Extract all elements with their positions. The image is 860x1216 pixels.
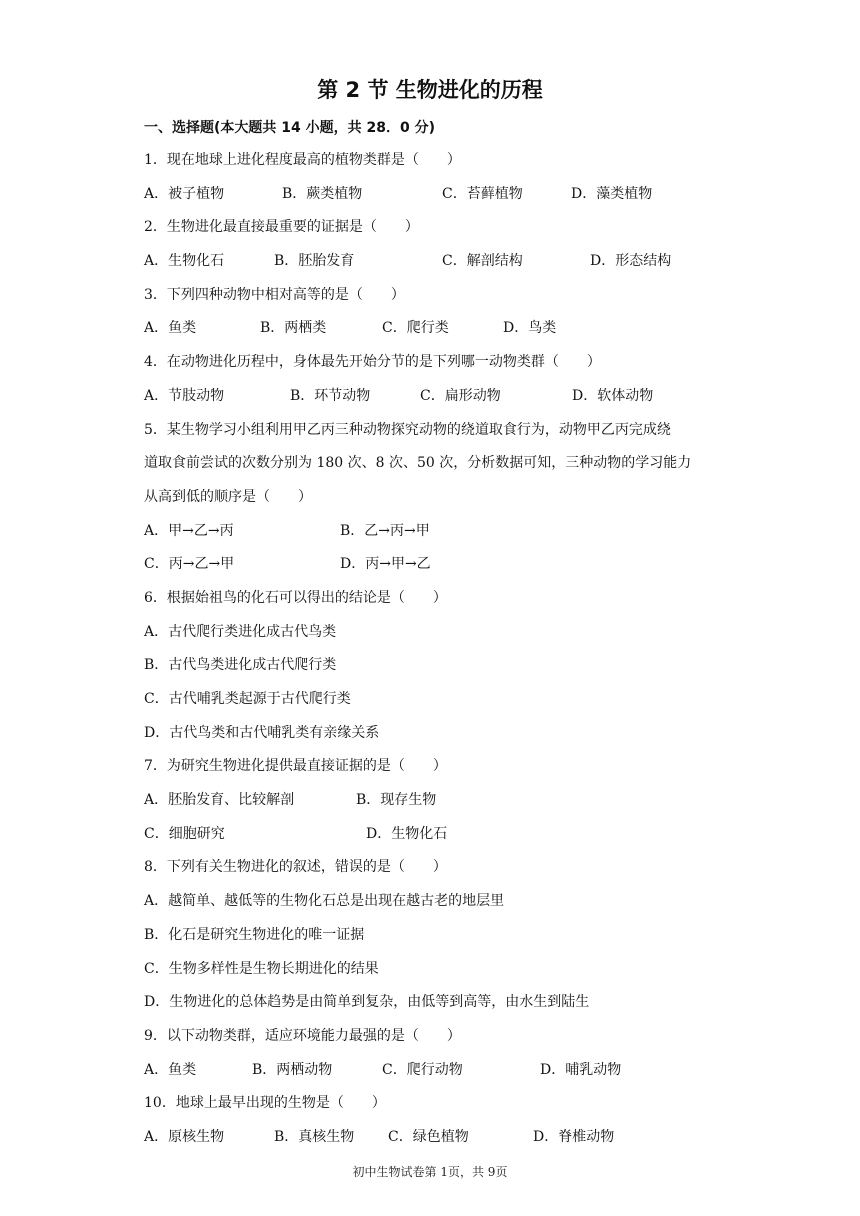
page-footer: 初中生物试卷第 1页，共 9页 bbox=[352, 1165, 508, 1179]
option: A．节肢动物 bbox=[144, 387, 225, 404]
option-row bbox=[144, 316, 724, 350]
section-heading: 一、选择题(本大题共 14 小题，共 28．0 分) bbox=[144, 120, 435, 136]
option: A．古代爬行类进化成古代鸟类 bbox=[144, 623, 337, 640]
option: C．古代哺乳类起源于古代爬行类 bbox=[144, 691, 351, 707]
option: A．甲→乙→丙 bbox=[144, 522, 234, 539]
option: D．藻类植物 bbox=[571, 185, 653, 202]
question-stem: 7．为研究生物进化提供最直接证据的是（ ） bbox=[144, 758, 447, 775]
option-row bbox=[144, 519, 724, 553]
option: B．真核生物 bbox=[274, 1128, 355, 1145]
option: D．古代鸟类和古代哺乳类有亲缘关系 bbox=[144, 724, 380, 741]
option: C．丙→乙→甲 bbox=[144, 556, 235, 573]
option: B．古代鸟类进化成古代爬行类 bbox=[144, 657, 337, 674]
question-stem: 8．下列有关生物进化的叙述，错误的是（ ） bbox=[144, 859, 447, 876]
option: B．蕨类植物 bbox=[282, 185, 363, 202]
option-row bbox=[144, 1058, 724, 1092]
option: D．形态结构 bbox=[590, 253, 672, 270]
option: B．现存生物 bbox=[356, 792, 437, 809]
option: C．细胞研究 bbox=[144, 825, 225, 842]
option-row bbox=[144, 384, 724, 418]
option: C．生物多样性是生物长期进化的结果 bbox=[144, 960, 379, 977]
question-stem: 9．以下动物类群，适应环境能力最强的是（ ） bbox=[144, 1027, 461, 1044]
option: D．哺乳动物 bbox=[540, 1061, 622, 1078]
question-list bbox=[144, 148, 724, 1159]
question-stem-cont: 道取食前尝试的次数分别为 180 次、8 次、50 次，分析数据可知，三种动物的学习能力 bbox=[144, 455, 692, 472]
option: A．生物化石 bbox=[144, 253, 225, 270]
option: A．原核生物 bbox=[144, 1128, 225, 1145]
option-row bbox=[144, 249, 724, 283]
option: A．鱼类 bbox=[144, 1061, 197, 1078]
question-stem: 5．某生物学习小组利用甲乙丙三种动物探究动物的绕道取食行为，动物甲乙丙完成绕 bbox=[144, 421, 671, 438]
option: B．两栖类 bbox=[260, 320, 327, 337]
option: C．绿色植物 bbox=[388, 1128, 469, 1145]
option: D．鸟类 bbox=[503, 320, 557, 337]
option: A．被子植物 bbox=[144, 185, 225, 202]
question-stem: 3．下列四种动物中相对高等的是（ ） bbox=[144, 286, 405, 303]
option: B．胚胎发育 bbox=[274, 253, 355, 270]
option: C．解剖结构 bbox=[442, 253, 523, 270]
option: A．胚胎发育、比较解剖 bbox=[144, 792, 295, 809]
question-stem-cont: 从高到低的顺序是（ ） bbox=[144, 488, 312, 505]
option: A．越简单、越低等的生物化石总是出现在越古老的地层里 bbox=[144, 893, 505, 910]
option-row bbox=[144, 182, 724, 216]
question-stem: 6．根据始祖鸟的化石可以得出的结论是（ ） bbox=[144, 589, 447, 606]
option: D．软体动物 bbox=[572, 387, 654, 404]
option: B．环节动物 bbox=[290, 387, 371, 404]
option: D．生物化石 bbox=[366, 825, 448, 842]
option: C．爬行类 bbox=[382, 320, 449, 337]
option: D．脊椎动物 bbox=[533, 1128, 615, 1145]
option-row bbox=[144, 788, 724, 822]
option: B．乙→丙→甲 bbox=[340, 522, 430, 539]
question-stem: 2．生物进化最直接最重要的证据是（ ） bbox=[144, 219, 419, 236]
option: C．爬行动物 bbox=[382, 1061, 463, 1078]
option-row bbox=[144, 822, 724, 856]
question-stem: 4．在动物进化历程中，身体最先开始分节的是下列哪一动物类群（ ） bbox=[144, 354, 601, 371]
option: C．苔藓植物 bbox=[442, 185, 523, 202]
option: D．丙→甲→乙 bbox=[340, 556, 431, 573]
option: B．化石是研究生物进化的唯一证据 bbox=[144, 926, 365, 943]
option: D．生物进化的总体趋势是由简单到复杂，由低等到高等，由水生到陆生 bbox=[144, 994, 590, 1011]
option-row bbox=[144, 1125, 724, 1159]
option: A．鱼类 bbox=[144, 320, 197, 337]
option: C．扁形动物 bbox=[420, 387, 501, 404]
page-title: 第 2 节 生物进化的历程 bbox=[317, 78, 543, 102]
question-stem: 1．现在地球上进化程度最高的植物类群是（ ） bbox=[144, 152, 461, 168]
option: B．两栖动物 bbox=[252, 1061, 333, 1078]
question-stem: 10．地球上最早出现的生物是（ ） bbox=[144, 1095, 386, 1112]
option-row bbox=[144, 552, 724, 586]
